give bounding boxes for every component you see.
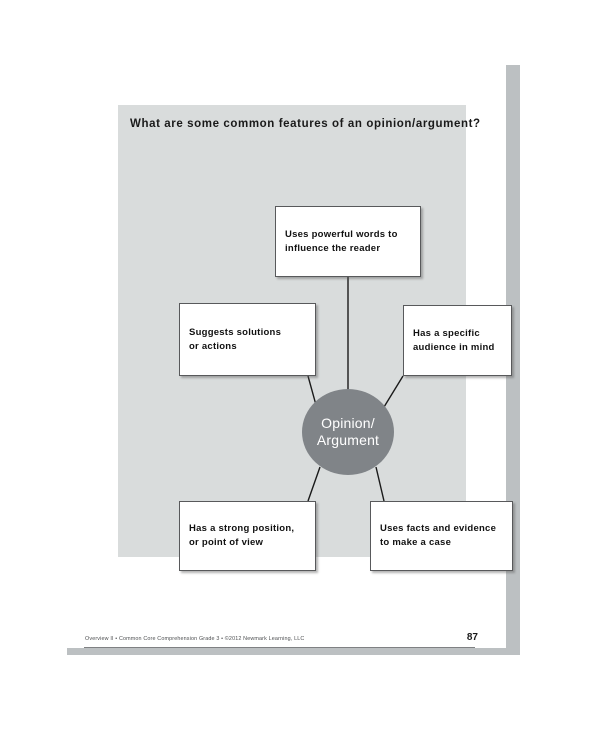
node-uses-powerful-words — [275, 206, 421, 277]
footer-divider — [84, 647, 475, 648]
footer-credit: Overview II • Common Core Comprehension Grade 3 • ©2012 Newmark Learning, LLC — [85, 636, 305, 642]
node-bottomright-line2: to make a case — [380, 537, 452, 548]
node-right-text — [404, 327, 504, 355]
node-right-line2: audience in mind — [413, 341, 495, 353]
diagram-panel — [118, 105, 497, 557]
node-bottomleft-line1: Has a strong position, — [189, 523, 295, 535]
node-top-text — [276, 228, 407, 256]
center-node-line1: Opinion/ — [321, 415, 375, 432]
center-node-line2: Argument — [316, 432, 380, 448]
node-bottomright-text — [371, 522, 505, 550]
node-left-line1: Suggests solutions — [189, 326, 282, 338]
node-uses-facts-and-evidence — [370, 501, 513, 571]
diagram-title: What are some common features of an opinion/argument? — [130, 118, 481, 130]
worksheet-page — [53, 58, 506, 648]
node-bottomleft-text — [180, 522, 303, 550]
node-left-text — [180, 326, 290, 354]
page-number: 87 — [466, 632, 478, 643]
center-node-opinion-argument — [302, 389, 394, 475]
node-has-strong-position — [179, 501, 316, 571]
node-left-line2: or actions — [189, 340, 237, 352]
node-has-specific-audience — [403, 305, 512, 376]
node-bottomright-line1: Uses facts and evidence — [380, 523, 497, 535]
node-suggests-solutions — [179, 303, 316, 376]
node-right-line1: Has a specific — [413, 327, 480, 339]
node-top-line1: Uses powerful words to — [285, 228, 398, 240]
node-top-line2: influence the reader — [285, 242, 381, 254]
node-bottomleft-line2: or point of view — [189, 537, 264, 548]
